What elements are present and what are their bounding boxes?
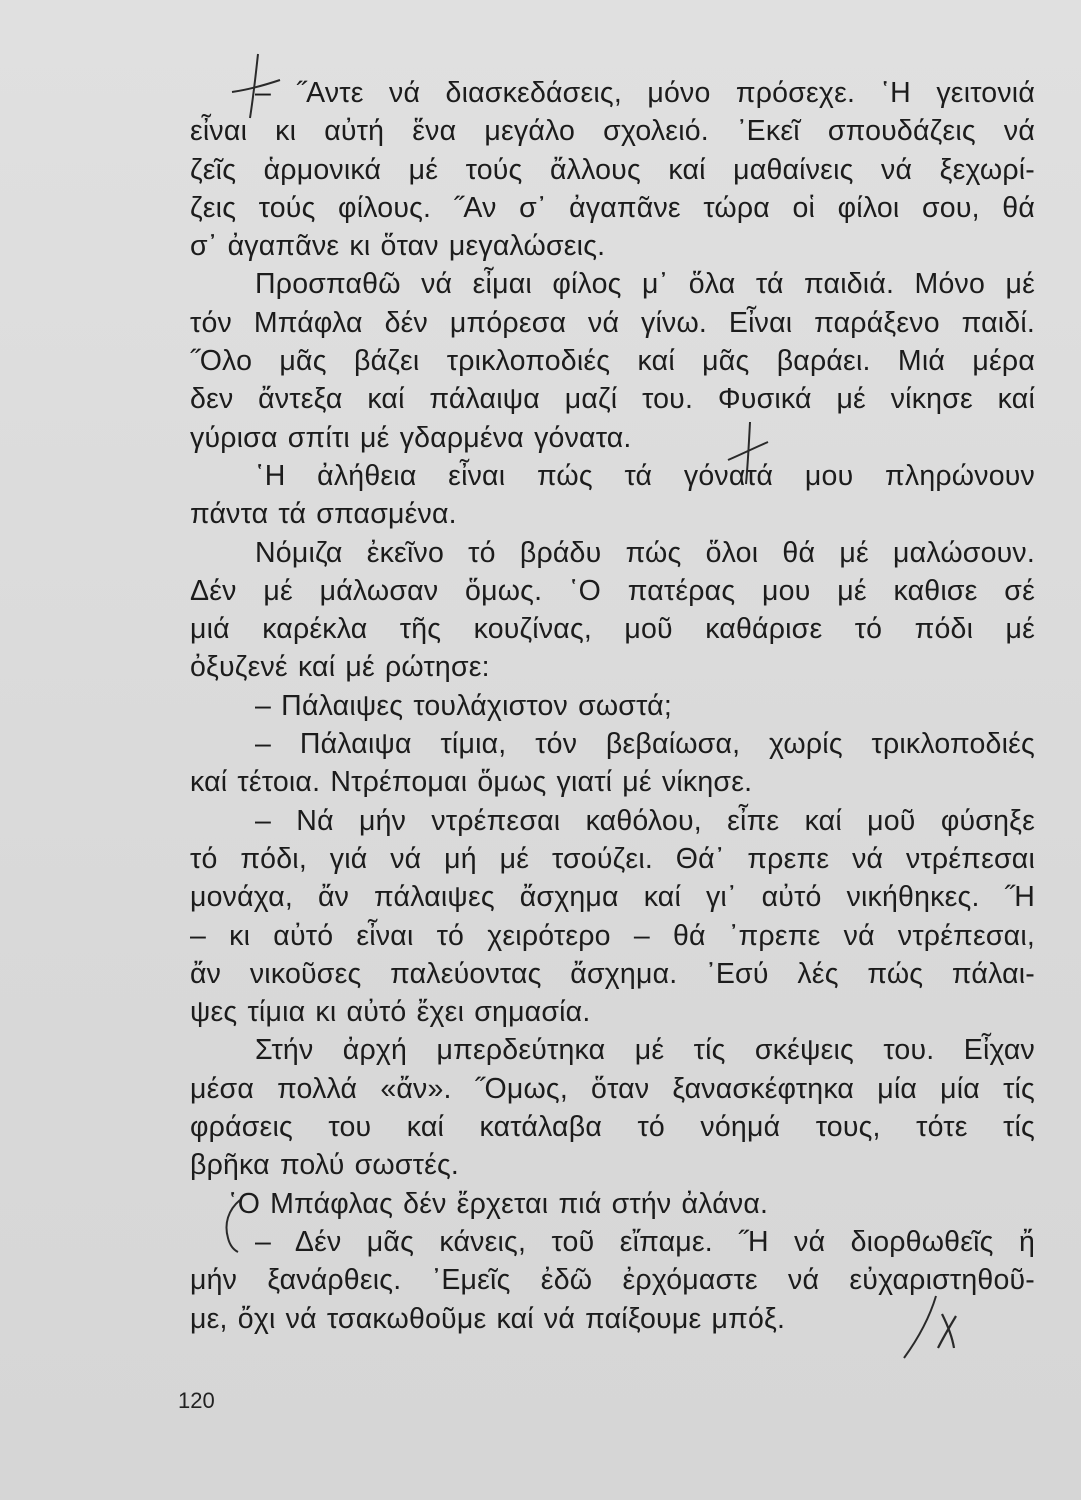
text-line: ὀξυζενέ καί μέ ρώτησε: (190, 651, 490, 684)
text-line: Στήν ἀρχή μπερδεύτηκα μέ τίς σκέψεις του. Εἶχαν (255, 1034, 1035, 1067)
text-line: τόν Μπάφλα δέν μπόρεσα νά γίνω. Εἶναι παράξενο παιδί. (190, 306, 1035, 339)
text-line: – Πάλαιψες τουλάχιστον σωστά; (255, 689, 672, 722)
text-line: μήν ξανάρθεις. ᾿Εμεῖς ἐδῶ ἐρχόμαστε νά εὐχαριστηθοῦ- (190, 1264, 1035, 1297)
text-line: τό πόδι, γιά νά μή μέ τσούζει. Θά᾿ πρεπε νά ντρέπεσαι (190, 842, 1035, 875)
text-line: μιά καρέκλα τῆς κουζίνας, μοῦ καθάρισε τό πόδι μέ (190, 613, 1035, 646)
text-line: ῾Η ἀλήθεια εἶναι πώς τά γόνατά μου πληρώνουν (255, 459, 1035, 492)
text-line: Νόμιζα ἐκεῖνο τό βράδυ πώς ὅλοι θά μέ μαλώσουν. (255, 536, 1035, 569)
text-line: γύρισα σπίτι μέ γδαρμένα γόνατα. (190, 421, 632, 454)
text-line: ἄν νικοῦσες παλεύοντας ἄσχημα. ᾿Εσύ λές πώς πάλαι- (190, 957, 1035, 990)
text-line: ˝Ολο μᾶς βάζει τρικλοποδιές καί μᾶς βαράει. Μιά μέρα (190, 345, 1035, 378)
text-line: πάντα τά σπασμένα. (190, 498, 457, 531)
body-text (190, 74, 1035, 1338)
text-line: – Δέν μᾶς κάνεις, τοῦ εἴπαμε. ˝Η νά διορθωθεῖς ἤ (255, 1225, 1035, 1258)
text-line: φράσεις του καί κατάλαβα τό νόημά τους, τότε τίς (190, 1111, 1035, 1144)
text-line: Δέν μέ μάλωσαν ὅμως. ῾Ο πατέρας μου μέ καθισε σέ (190, 574, 1035, 607)
text-line: μέσα πολλά «ἄν». ˝Ομως, ὅταν ξανασκέφτηκα μία μία τίς (190, 1072, 1035, 1105)
text-line: ζεις τούς φίλους. ˝Αν σ᾿ ἀγαπᾶνε τώρα οἱ φίλοι σου, θά (190, 191, 1035, 224)
page-number: 120 (178, 1388, 215, 1413)
text-line: εἶναι κι αὐτή ἕνα μεγάλο σχολειό. ᾿Εκεῖ σπουδάζεις νά (190, 115, 1035, 148)
text-line: καί τέτοια. Ντρέπομαι ὅμως γιατί μέ νίκησε. (190, 766, 753, 799)
text-line: – Νά μήν ντρέπεσαι καθόλου, εἶπε καί μοῦ φύσηξε (255, 804, 1035, 837)
text-line: με, ὄχι νά τσακωθοῦμε καί νά παίξουμε μπόξ. (190, 1302, 786, 1335)
text-line: Προσπαθῶ νά εἶμαι φίλος μ᾿ ὅλα τά παιδιά. Μόνο μέ (255, 268, 1035, 301)
text-line: δεν ἄντεξα καί πάλαιψα μαζί του. Φυσικά μέ νίκησε καί (190, 383, 1035, 416)
text-line: μονάχα, ἄν πάλαιψες ἄσχημα καί γι᾿ αὐτό νικήθηκες. ˝Η (190, 881, 1035, 914)
text-line: ζεῖς ἁρμονικά μέ τούς ἄλλους καί μαθαίνεις νά ξεχωρί- (190, 153, 1035, 186)
text-line: ψες τίμια κι αὐτό ἔχει σημασία. (190, 996, 591, 1029)
text-line: ῾Ο Μπάφλας δέν ἔρχεται πιά στήν ἀλάνα. (228, 1187, 769, 1220)
text-line: – Πάλαιψα τίμια, τόν βεβαίωσα, χωρίς τρικλοποδιές (255, 728, 1035, 761)
text-line: βρῆκα πολύ σωστές. (190, 1149, 460, 1182)
text-line: σ᾿ ἀγαπᾶνε κι ὅταν μεγαλώσεις. (190, 230, 606, 263)
text-line: – ˝Αντε νά διασκεδάσεις, μόνο πρόσεχε. ῾Η γειτονιά (255, 77, 1035, 109)
text-line: – κι αὐτό εἶναι τό χειρότερο – θά ᾿πρεπε νά ντρέπεσαι, (190, 919, 1035, 952)
